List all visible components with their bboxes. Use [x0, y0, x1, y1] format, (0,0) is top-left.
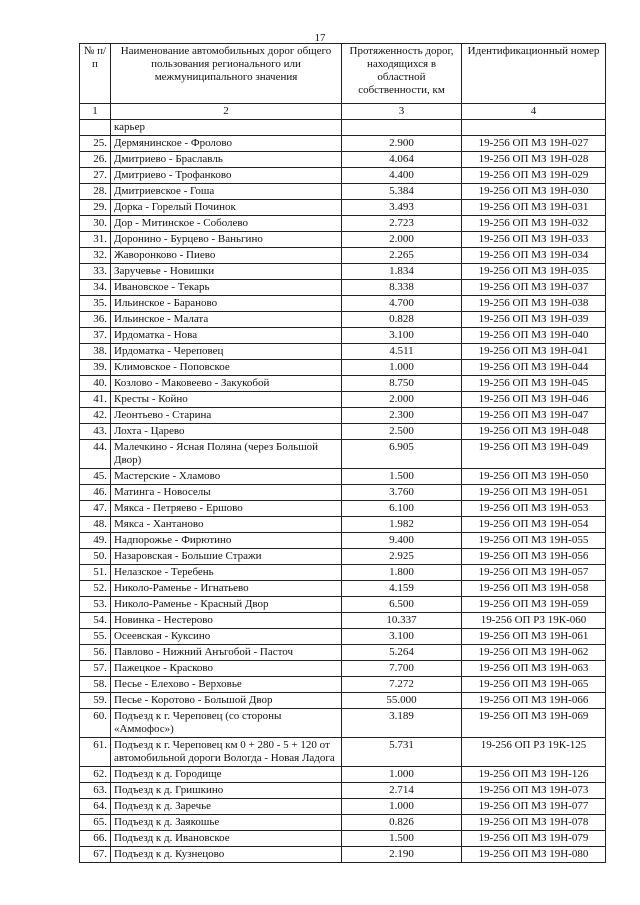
road-length: 1.000	[342, 360, 462, 376]
road-name: Нелазское - Теребень	[111, 565, 342, 581]
table-row	[80, 312, 606, 328]
road-length: 1.500	[342, 831, 462, 847]
road-identifier: 19-256 ОП МЗ 19Н-062	[462, 645, 606, 661]
row-number: 39.	[80, 360, 111, 376]
road-name: Подъезд к д. Городище	[111, 767, 342, 783]
row-number: 46.	[80, 485, 111, 501]
row-number: 43.	[80, 424, 111, 440]
row-number: 31.	[80, 232, 111, 248]
road-length: 55.000	[342, 693, 462, 709]
road-identifier: 19-256 ОП МЗ 19Н-037	[462, 280, 606, 296]
road-name: Николо-Раменье - Красный Двор	[111, 597, 342, 613]
row-number: 36.	[80, 312, 111, 328]
road-length: 2.925	[342, 549, 462, 565]
table-row	[80, 248, 606, 264]
road-length	[342, 120, 462, 136]
table-row	[80, 815, 606, 831]
road-identifier: 19-256 ОП МЗ 19Н-080	[462, 847, 606, 863]
row-number: 26.	[80, 152, 111, 168]
table-row	[80, 328, 606, 344]
table-row	[80, 738, 606, 767]
table-row	[80, 296, 606, 312]
road-length: 2.190	[342, 847, 462, 863]
road-length: 3.189	[342, 709, 462, 738]
row-number: 37.	[80, 328, 111, 344]
row-number: 63.	[80, 783, 111, 799]
road-name: Мастерские - Хламово	[111, 469, 342, 485]
column-number: 1	[80, 104, 111, 120]
road-length: 5.731	[342, 738, 462, 767]
row-number: 52.	[80, 581, 111, 597]
road-identifier: 19-256 ОП МЗ 19Н-045	[462, 376, 606, 392]
road-length: 4.511	[342, 344, 462, 360]
road-length: 2.000	[342, 392, 462, 408]
road-length: 6.100	[342, 501, 462, 517]
road-identifier: 19-256 ОП МЗ 19Н-034	[462, 248, 606, 264]
road-identifier: 19-256 ОП МЗ 19Н-038	[462, 296, 606, 312]
table-row	[80, 677, 606, 693]
road-name: Подъезд к д. Гришкино	[111, 783, 342, 799]
road-length: 3.100	[342, 629, 462, 645]
row-number: 47.	[80, 501, 111, 517]
road-identifier: 19-256 ОП МЗ 19Н-030	[462, 184, 606, 200]
road-name: Подъезд к д. Кузнецово	[111, 847, 342, 863]
road-length: 2.500	[342, 424, 462, 440]
road-length: 3.100	[342, 328, 462, 344]
row-number: 32.	[80, 248, 111, 264]
road-name: Дор - Митинское - Соболево	[111, 216, 342, 232]
column-number: 3	[342, 104, 462, 120]
road-name: Дмитриево - Браславль	[111, 152, 342, 168]
road-length: 2.265	[342, 248, 462, 264]
road-identifier: 19-256 ОП МЗ 19Н-069	[462, 709, 606, 738]
road-identifier: 19-256 ОП МЗ 19Н-049	[462, 440, 606, 469]
road-name: Матинга - Новоселы	[111, 485, 342, 501]
road-name: Дермянинское - Фролово	[111, 136, 342, 152]
table-row	[80, 613, 606, 629]
road-identifier: 19-256 ОП МЗ 19Н-032	[462, 216, 606, 232]
road-name: Осеевская - Куксино	[111, 629, 342, 645]
row-number: 42.	[80, 408, 111, 424]
road-identifier: 19-256 ОП МЗ 19Н-066	[462, 693, 606, 709]
road-name: Ильинское - Бараново	[111, 296, 342, 312]
table-row	[80, 280, 606, 296]
road-name: Песье - Коротово - Большой Двор	[111, 693, 342, 709]
row-number: 27.	[80, 168, 111, 184]
road-identifier: 19-256 ОП МЗ 19Н-054	[462, 517, 606, 533]
row-number: 35.	[80, 296, 111, 312]
table-row	[80, 501, 606, 517]
road-length: 3.760	[342, 485, 462, 501]
road-identifier: 19-256 ОП МЗ 19Н-061	[462, 629, 606, 645]
road-name: Доронино - Бурцево - Ваньгино	[111, 232, 342, 248]
road-length: 0.826	[342, 815, 462, 831]
row-number: 61.	[80, 738, 111, 767]
row-number: 50.	[80, 549, 111, 565]
header-road-name: Наименование автомобильных дорог общего пользования регионального или межмуниципального значения	[111, 44, 342, 104]
road-identifier: 19-256 ОП МЗ 19Н-073	[462, 783, 606, 799]
road-length: 7.272	[342, 677, 462, 693]
road-name: Заручевье - Новишки	[111, 264, 342, 280]
table-row	[80, 376, 606, 392]
road-identifier: 19-256 ОП МЗ 19Н-051	[462, 485, 606, 501]
road-length: 9.400	[342, 533, 462, 549]
row-number: 49.	[80, 533, 111, 549]
row-number: 66.	[80, 831, 111, 847]
row-number: 28.	[80, 184, 111, 200]
road-length: 1.800	[342, 565, 462, 581]
header-row	[80, 44, 606, 104]
road-length: 2.723	[342, 216, 462, 232]
row-number: 62.	[80, 767, 111, 783]
road-name: Климовское - Поповское	[111, 360, 342, 376]
road-name: Пажецкое - Красково	[111, 661, 342, 677]
road-identifier: 19-256 ОП МЗ 19Н-078	[462, 815, 606, 831]
table-row	[80, 216, 606, 232]
table-row	[80, 517, 606, 533]
row-number: 51.	[80, 565, 111, 581]
row-number: 64.	[80, 799, 111, 815]
column-number-row	[80, 104, 606, 120]
table-row	[80, 581, 606, 597]
row-number: 57.	[80, 661, 111, 677]
road-identifier: 19-256 ОП МЗ 19Н-058	[462, 581, 606, 597]
road-name: Малечкино - Ясная Поляна (через Большой Двор)	[111, 440, 342, 469]
road-identifier	[462, 120, 606, 136]
row-number: 55.	[80, 629, 111, 645]
row-number	[80, 120, 111, 136]
road-length: 1.000	[342, 767, 462, 783]
column-number: 4	[462, 104, 606, 120]
row-number: 44.	[80, 440, 111, 469]
row-number: 38.	[80, 344, 111, 360]
road-name: Дмитриевское - Гоша	[111, 184, 342, 200]
road-identifier: 19-256 ОП МЗ 19Н-065	[462, 677, 606, 693]
row-number: 41.	[80, 392, 111, 408]
table-row	[80, 597, 606, 613]
table-row	[80, 168, 606, 184]
road-length: 5.384	[342, 184, 462, 200]
road-name: Надпорожье - Фирютино	[111, 533, 342, 549]
road-length: 3.493	[342, 200, 462, 216]
road-length: 2.300	[342, 408, 462, 424]
table-row	[80, 120, 606, 136]
road-length: 1.834	[342, 264, 462, 280]
road-identifier: 19-256 ОП МЗ 19Н-028	[462, 152, 606, 168]
road-identifier: 19-256 ОП МЗ 19Н-055	[462, 533, 606, 549]
header-identifier: Идентификационный номер	[462, 44, 606, 104]
road-length: 2.900	[342, 136, 462, 152]
row-number: 56.	[80, 645, 111, 661]
road-identifier: 19-256 ОП МЗ 19Н-126	[462, 767, 606, 783]
table-row	[80, 831, 606, 847]
table-row	[80, 232, 606, 248]
road-identifier: 19-256 ОП МЗ 19Н-050	[462, 469, 606, 485]
road-identifier: 19-256 ОП РЗ 19К-060	[462, 613, 606, 629]
road-length: 4.700	[342, 296, 462, 312]
table-row	[80, 200, 606, 216]
row-number: 34.	[80, 280, 111, 296]
road-length: 1.000	[342, 799, 462, 815]
road-identifier: 19-256 ОП МЗ 19Н-031	[462, 200, 606, 216]
table-header	[80, 44, 606, 104]
row-number: 29.	[80, 200, 111, 216]
road-length: 8.750	[342, 376, 462, 392]
road-identifier: 19-256 ОП МЗ 19Н-063	[462, 661, 606, 677]
row-number: 53.	[80, 597, 111, 613]
table-row	[80, 360, 606, 376]
road-name: Назаровская - Большие Стражи	[111, 549, 342, 565]
road-length: 10.337	[342, 613, 462, 629]
table-row	[80, 136, 606, 152]
road-name: Козлово - Маковеево - Закукобой	[111, 376, 342, 392]
road-identifier: 19-256 ОП МЗ 19Н-053	[462, 501, 606, 517]
header-length: Протяженность дорог, находящихся в областной собственности, км	[342, 44, 462, 104]
row-number: 30.	[80, 216, 111, 232]
road-identifier: 19-256 ОП МЗ 19Н-046	[462, 392, 606, 408]
row-number: 45.	[80, 469, 111, 485]
table-row	[80, 629, 606, 645]
road-name: Павлово - Нижний Анъгобой - Пасточ	[111, 645, 342, 661]
column-number: 2	[111, 104, 342, 120]
table-row	[80, 408, 606, 424]
road-name: Ильинское - Малата	[111, 312, 342, 328]
row-number: 60.	[80, 709, 111, 738]
roads-table	[79, 43, 606, 863]
road-identifier: 19-256 ОП МЗ 19Н-057	[462, 565, 606, 581]
table-row	[80, 424, 606, 440]
row-number: 33.	[80, 264, 111, 280]
road-length: 7.700	[342, 661, 462, 677]
row-number: 59.	[80, 693, 111, 709]
table-row	[80, 469, 606, 485]
road-identifier: 19-256 ОП МЗ 19Н-040	[462, 328, 606, 344]
road-identifier: 19-256 ОП МЗ 19Н-048	[462, 424, 606, 440]
row-number: 40.	[80, 376, 111, 392]
road-length: 6.905	[342, 440, 462, 469]
road-identifier: 19-256 ОП МЗ 19Н-035	[462, 264, 606, 280]
road-identifier: 19-256 ОП МЗ 19Н-047	[462, 408, 606, 424]
road-length: 0.828	[342, 312, 462, 328]
road-name: Дорка - Горелый Починок	[111, 200, 342, 216]
table-row	[80, 184, 606, 200]
table-row	[80, 533, 606, 549]
road-length: 1.500	[342, 469, 462, 485]
road-name: карьер	[111, 120, 342, 136]
road-length: 4.159	[342, 581, 462, 597]
road-name: Подъезд к д. Заякошье	[111, 815, 342, 831]
road-name: Мякса - Хантаново	[111, 517, 342, 533]
row-number: 58.	[80, 677, 111, 693]
road-length: 2.714	[342, 783, 462, 799]
table-row	[80, 392, 606, 408]
page-number: 17	[314, 32, 326, 44]
road-name: Жаворонково - Пиево	[111, 248, 342, 264]
table-row	[80, 344, 606, 360]
table-row	[80, 485, 606, 501]
row-number: 65.	[80, 815, 111, 831]
road-length: 5.264	[342, 645, 462, 661]
road-identifier: 19-256 ОП МЗ 19Н-059	[462, 597, 606, 613]
road-name: Новинка - Нестерово	[111, 613, 342, 629]
table-row	[80, 645, 606, 661]
table-body	[80, 104, 606, 863]
road-name: Леонтьево - Старина	[111, 408, 342, 424]
road-length: 8.338	[342, 280, 462, 296]
road-identifier: 19-256 ОП МЗ 19Н-044	[462, 360, 606, 376]
road-identifier: 19-256 ОП МЗ 19Н-033	[462, 232, 606, 248]
road-identifier: 19-256 ОП МЗ 19Н-039	[462, 312, 606, 328]
table-row	[80, 264, 606, 280]
table-row	[80, 565, 606, 581]
table-row	[80, 440, 606, 469]
table-row	[80, 549, 606, 565]
road-length: 4.064	[342, 152, 462, 168]
road-name: Дмитриево - Трофанково	[111, 168, 342, 184]
table-row	[80, 799, 606, 815]
table-row	[80, 847, 606, 863]
road-identifier: 19-256 ОП МЗ 19Н-029	[462, 168, 606, 184]
row-number: 48.	[80, 517, 111, 533]
road-identifier: 19-256 ОП МЗ 19Н-027	[462, 136, 606, 152]
road-name: Кресты - Койно	[111, 392, 342, 408]
road-identifier: 19-256 ОП РЗ 19К-125	[462, 738, 606, 767]
road-name: Песье - Елехово - Верховье	[111, 677, 342, 693]
road-name: Ирдоматка - Череповец	[111, 344, 342, 360]
road-name: Мякса - Петряево - Ершово	[111, 501, 342, 517]
row-number: 67.	[80, 847, 111, 863]
road-identifier: 19-256 ОП МЗ 19Н-041	[462, 344, 606, 360]
road-identifier: 19-256 ОП МЗ 19Н-056	[462, 549, 606, 565]
road-identifier: 19-256 ОП МЗ 19Н-079	[462, 831, 606, 847]
road-length: 6.500	[342, 597, 462, 613]
row-number: 54.	[80, 613, 111, 629]
road-identifier: 19-256 ОП МЗ 19Н-077	[462, 799, 606, 815]
table-row	[80, 783, 606, 799]
road-name: Подъезд к д. Ивановское	[111, 831, 342, 847]
road-name: Ирдоматка - Нова	[111, 328, 342, 344]
header-number: № п/п	[80, 44, 111, 104]
road-length: 4.400	[342, 168, 462, 184]
road-name: Николо-Раменье - Игнатьево	[111, 581, 342, 597]
row-number: 25.	[80, 136, 111, 152]
road-name: Лохта - Царево	[111, 424, 342, 440]
table-row	[80, 693, 606, 709]
road-length: 2.000	[342, 232, 462, 248]
road-name: Подъезд к г. Череповец (со стороны «Аммофос»)	[111, 709, 342, 738]
table-row	[80, 152, 606, 168]
table-row	[80, 709, 606, 738]
road-name: Подъезд к д. Заречье	[111, 799, 342, 815]
table-row	[80, 767, 606, 783]
road-name: Подъезд к г. Череповец км 0 + 280 - 5 + 120 от автомобильной дороги Вологда - Новая Ладога	[111, 738, 342, 767]
road-name: Ивановское - Текарь	[111, 280, 342, 296]
road-length: 1.982	[342, 517, 462, 533]
table-row	[80, 661, 606, 677]
